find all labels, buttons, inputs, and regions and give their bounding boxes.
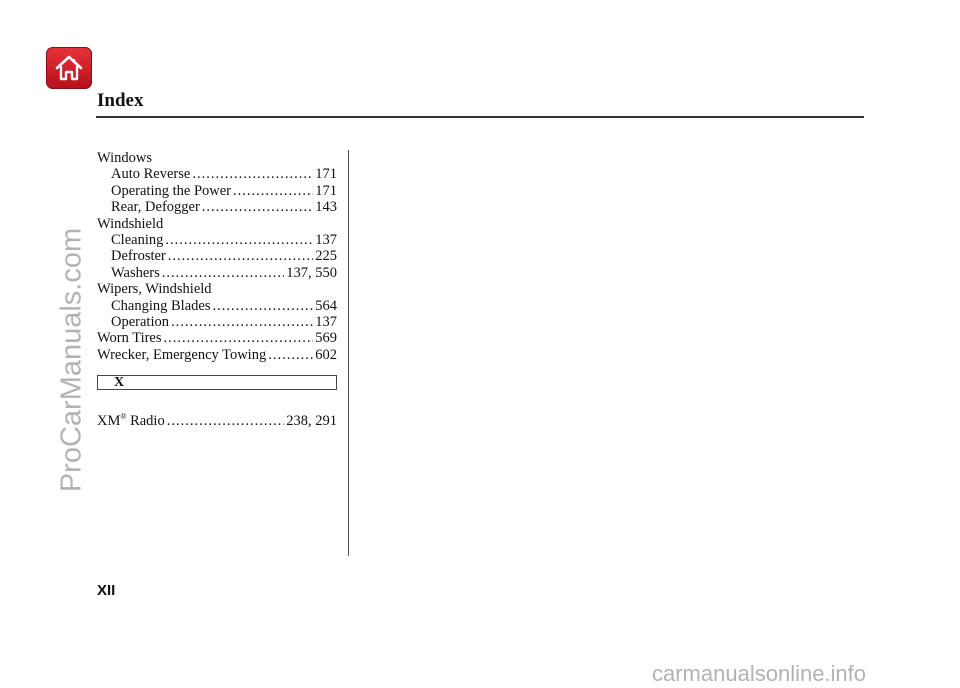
page-title: Index bbox=[97, 90, 144, 111]
index-entry[interactable]: Changing Blades ..... 564 bbox=[97, 298, 337, 314]
index-heading-wipers: Wipers, Windshield bbox=[97, 281, 212, 298]
page-link[interactable]: 238, 291 bbox=[286, 412, 337, 429]
index-entry[interactable]: Auto Reverse ..... 171 bbox=[97, 166, 337, 182]
page-link[interactable]: 171 bbox=[315, 182, 337, 199]
header-divider bbox=[96, 116, 864, 118]
index-heading-windows: Windows bbox=[97, 150, 152, 166]
page-link[interactable]: 564 bbox=[315, 297, 337, 314]
page-link[interactable]: 225 bbox=[315, 248, 337, 265]
index-entry[interactable]: Washers ..... 137, 550 bbox=[97, 265, 337, 281]
page-link[interactable]: 137 bbox=[315, 232, 337, 249]
page-number: XII bbox=[97, 582, 116, 599]
registered-mark: ® bbox=[120, 412, 127, 421]
index-entry[interactable]: Wrecker, Emergency Towing ..... 602 bbox=[97, 347, 337, 363]
index-entry[interactable]: Operating the Power ..... 171 bbox=[97, 183, 337, 199]
index-list bbox=[97, 150, 337, 363]
column-divider bbox=[348, 150, 349, 556]
page-link[interactable]: 569 bbox=[315, 330, 337, 347]
index-list-x bbox=[97, 409, 337, 429]
page-link[interactable]: 137 bbox=[315, 314, 337, 331]
index-entry[interactable]: Worn Tires ..... 569 bbox=[97, 330, 337, 346]
section-letter-x: X bbox=[97, 375, 337, 390]
page-link[interactable]: 143 bbox=[315, 199, 337, 216]
page-link[interactable]: 602 bbox=[315, 346, 337, 363]
index-entry[interactable]: Operation ..... 137 bbox=[97, 314, 337, 330]
watermark-bottom: carmanualsonline.info bbox=[652, 661, 867, 686]
page-link[interactable]: 137, 550 bbox=[286, 264, 337, 281]
home-icon bbox=[53, 53, 85, 83]
index-heading-windshield: Windshield bbox=[97, 215, 164, 232]
index-entry[interactable]: Cleaning ..... 137 bbox=[97, 232, 337, 248]
index-entry[interactable]: XM® Radio ..... 238, 291 bbox=[97, 409, 337, 429]
index-entry[interactable]: Defroster ..... 225 bbox=[97, 248, 337, 264]
index-entry[interactable]: Rear, Defogger ..... 143 bbox=[97, 199, 337, 215]
page-link[interactable]: 171 bbox=[315, 166, 337, 183]
watermark-side: ProCarManuals.com bbox=[55, 227, 88, 493]
home-button[interactable] bbox=[46, 47, 92, 89]
